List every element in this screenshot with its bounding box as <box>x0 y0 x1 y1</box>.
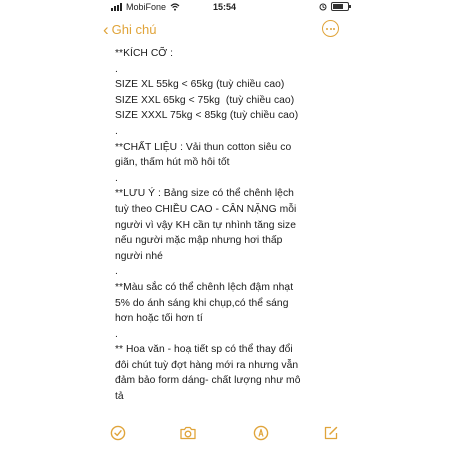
note-line: ** Hoa văn - hoạ tiết sp có thể thay đổi <box>115 344 293 356</box>
checklist-button[interactable] <box>109 424 127 442</box>
note-line: . <box>115 63 118 75</box>
back-button[interactable] <box>103 18 156 40</box>
compose-button[interactable] <box>322 424 340 442</box>
camera-button[interactable] <box>179 424 197 442</box>
note-line: SIZE XXL 65kg < 75kg (tuỳ chiều cao) <box>115 94 295 106</box>
more-options-button[interactable] <box>322 20 339 37</box>
alarm-icon <box>319 3 327 11</box>
note-line: người vì vậy KH cần tự nhình tăng size <box>115 219 296 231</box>
note-line: **KÍCH CỠ : <box>115 48 174 59</box>
carrier-label: MobiFone <box>126 2 167 12</box>
note-line: . <box>115 125 118 137</box>
note-line: **CHẤT LIỆU : Vải thun cotton siêu co <box>115 141 292 153</box>
note-line: giãn, thấm hút mồ hôi tốt <box>115 157 230 169</box>
more-dot-icon <box>333 28 335 30</box>
note-line: tuỳ theo CHIỀU CAO - CÂN NẶNG mỗi <box>115 203 297 215</box>
more-dot-icon <box>326 28 328 30</box>
battery-icon <box>331 2 349 11</box>
note-line: tả <box>115 391 124 403</box>
bottom-toolbar <box>0 420 449 446</box>
note-line: **LƯU Ý : Bảng size có thể chênh lệch <box>115 188 294 200</box>
navigation-bar <box>0 18 449 40</box>
note-line: **Màu sắc có thể chênh lệch đậm nhạt <box>115 281 294 293</box>
note-line: đôi chút tuỳ đợt hàng mới ra nhưng vẫn <box>115 359 299 371</box>
note-body[interactable] <box>115 46 355 416</box>
note-line: người nhé <box>115 250 163 262</box>
status-right <box>319 2 349 11</box>
note-line: nếu người mặc mập nhưng hơi thấp <box>115 235 283 247</box>
note-line: . <box>115 328 118 340</box>
status-bar <box>0 0 449 14</box>
checklist-icon <box>110 425 126 441</box>
camera-icon <box>179 425 197 441</box>
note-line: đảm bảo form dáng- chất lượng như mô <box>115 375 301 387</box>
markup-pen-icon <box>253 425 269 441</box>
note-line: SIZE XL 55kg < 65kg (tuỳ chiều cao) <box>115 79 285 91</box>
markup-button[interactable] <box>252 424 270 442</box>
note-line: 5% do ánh sáng khi chụp,có thể sáng <box>115 297 289 309</box>
clock: 15:54 <box>212 2 237 12</box>
note-line: SIZE XXXL 75kg < 85kg (tuỳ chiều cao) <box>115 110 299 122</box>
compose-icon <box>323 425 339 441</box>
more-dot-icon <box>330 28 332 30</box>
note-line: . <box>115 266 118 278</box>
note-line: . <box>115 172 118 184</box>
note-line: hơn hoặc tối hơn tí <box>115 313 203 325</box>
back-button-label: Ghi chú <box>111 21 157 37</box>
chevron-left-icon: ‹ <box>103 19 109 39</box>
